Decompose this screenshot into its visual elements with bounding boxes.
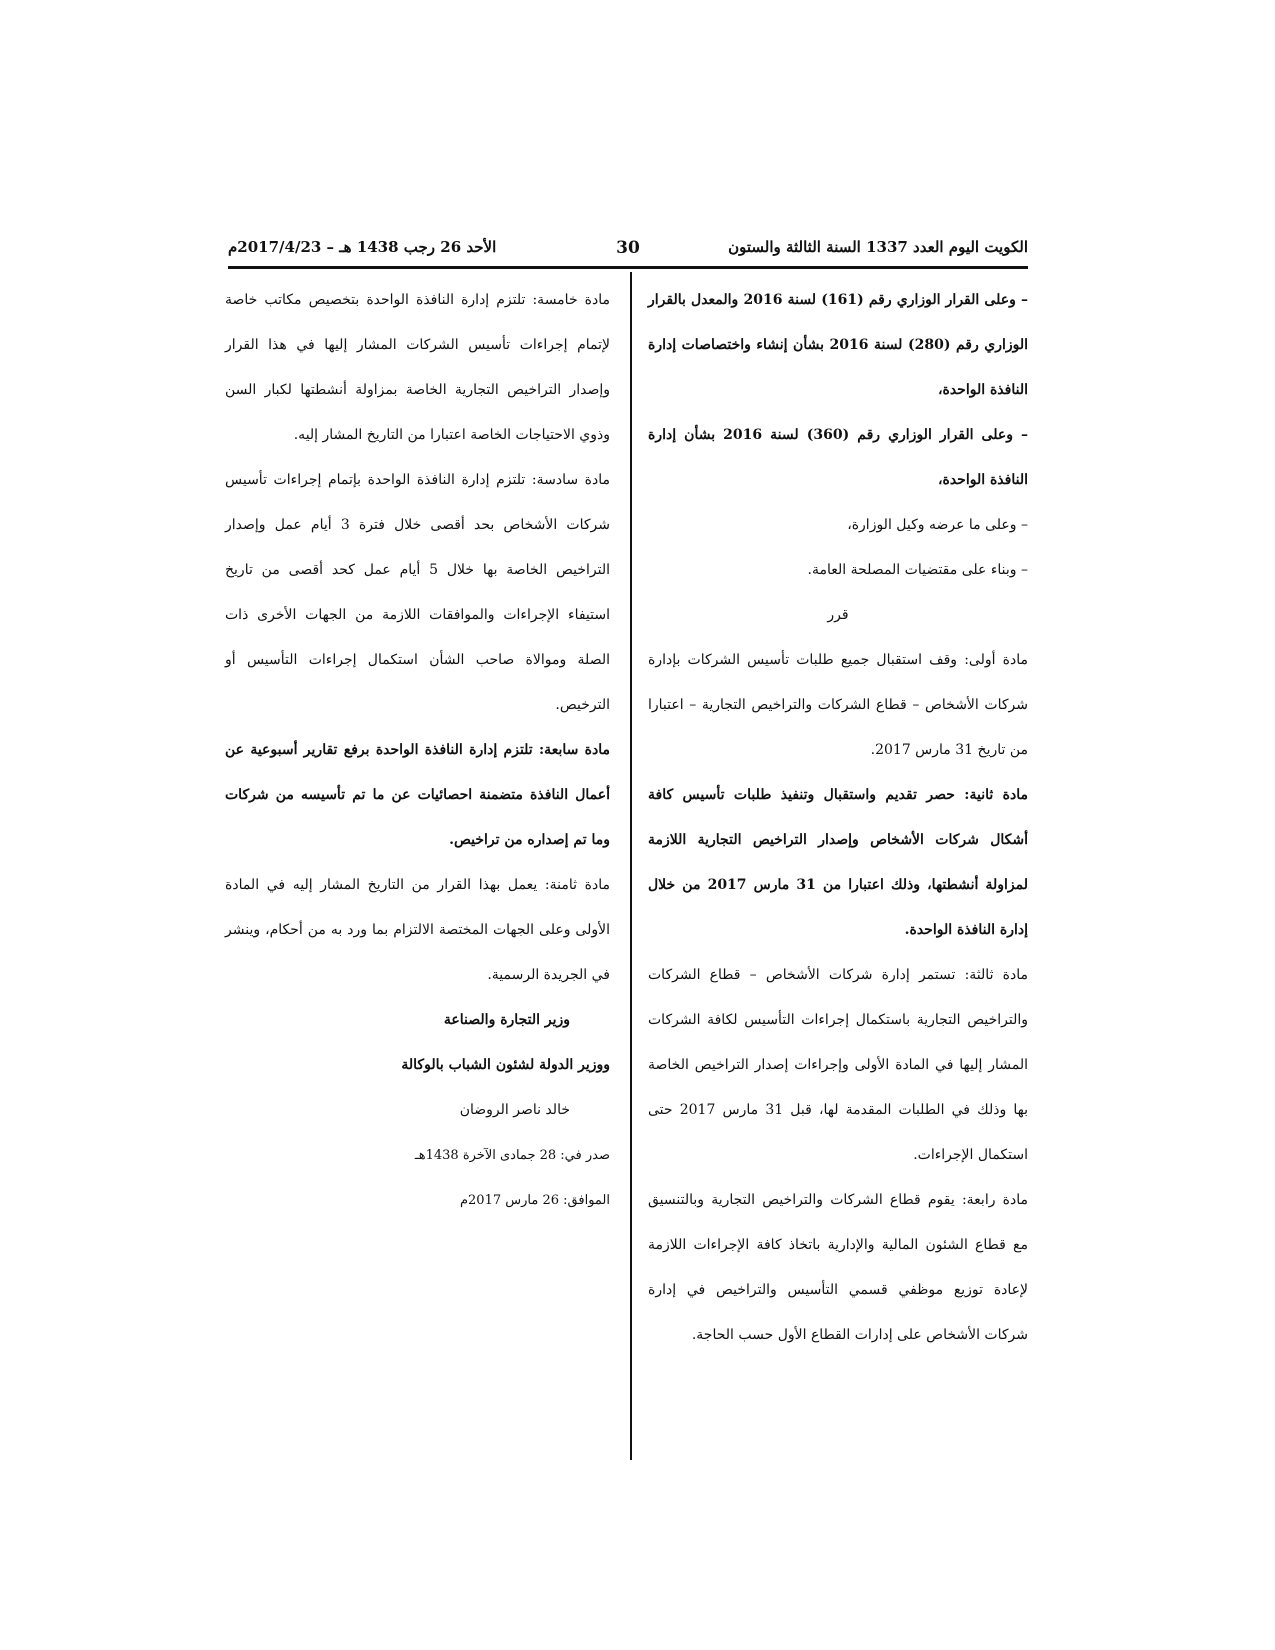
article-2: مادة ثانية: حصر تقديم واستقبال وتنفيذ طلبات تأسيس كافة أشكال شركات الأشخاص وإصدار التراخيص التجارية اللازمة لمزاولة أنشطتها، وذلك اعتبارا من 31 مارس 2017 من خلال إدارة النافذة الواحدة.	[648, 787, 1028, 938]
decision-heading: قرر	[827, 607, 849, 623]
article-3: مادة ثالثة: تستمر إدارة شركات الأشخاص – قطاع الشركات والتراخيص التجارية باستكمال إجراءات التأسيس لكافة الشركات المشار إليها في المادة الأولى وإجراءات إصدار التراخيص الخاصة بها وذلك في الطلبات المقدمة لها، قبل 31 مارس 2017 حتى استكمال الإجراءات.	[648, 967, 1028, 1163]
article-4: مادة رابعة: يقوم قطاع الشركات والتراخيص التجارية وبالتنسيق مع قطاع الشئون المالية والإدارية باتخاذ كافة الإجراءات اللازمة لإعادة توزيع موظفي قسمي التأسيس والتراخيص في إدارة شركات الأشخاص على إدارات القطاع الأول حسب الحاجة.	[648, 1192, 1028, 1343]
left-column	[225, 278, 610, 1223]
issue-date: الأحد 26 رجب 1438 هـ – 2017/4/23م	[228, 238, 497, 256]
preamble-decision-360: – وعلى القرار الوزاري رقم (360) لسنة 2016 بشأن إدارة النافذة الواحدة،	[648, 427, 1029, 488]
header-rule	[228, 266, 1028, 269]
gazette-issue-info: الكويت اليوم العدد 1337 السنة الثالثة والستون	[728, 238, 1028, 256]
article-5: مادة خامسة: تلتزم إدارة النافذة الواحدة بتخصيص مكاتب خاصة لإتمام إجراءات تأسيس الشركات المشار إليها في هذا القرار وإصدار التراخيص التجارية الخاصة بمزاولة أنشطتها لكبار السن وذوي الاحتياجات الخاصة اعتبارا من التاريخ المشار إليه.	[225, 292, 610, 443]
signature-title-acting: ووزير الدولة لشئون الشباب بالوكالة	[401, 1057, 610, 1073]
article-7: مادة سابعة: تلتزم إدارة النافذة الواحدة برفع تقارير أسبوعية عن أعمال النافذة متضمنة احصائيات عن ما تم تأسيسه من شركات وما تم إصداره من تراخيص.	[225, 742, 610, 848]
article-6: مادة سادسة: تلتزم إدارة النافذة الواحدة بإتمام إجراءات تأسيس شركات الأشخاص بحد أقصى خلال فترة 3 أيام عمل وإصدار التراخيص الخاصة بها خلال 5 أيام عمل كحد أقصى من تاريخ استيفاء الإجراءات والموافقات اللازمة من الجهات الأخرى ذات الصلة وموالاة صاحب الشأن استكمال إجراءات التأسيس أو الترخيص.	[225, 472, 610, 713]
issued-hijri-date: صدر في: 28 جمادى الآخرة 1438هـ	[414, 1148, 610, 1163]
column-divider	[630, 272, 632, 1460]
page-header	[228, 238, 1028, 268]
article-1: مادة أولى: وقف استقبال جميع طلبات تأسيس الشركات بإدارة شركات الأشخاص – قطاع الشركات والتراخيص التجارية – اعتبارا من تاريخ 31 مارس 2017.	[648, 652, 1028, 758]
page-number: 30	[616, 238, 640, 258]
issued-gregorian-date: الموافق: 26 مارس 2017م	[459, 1193, 610, 1208]
article-8: مادة ثامنة: يعمل بهذا القرار من التاريخ المشار إليه في المادة الأولى وعلى الجهات المختصة الالتزام بما ورد به من أحكام، وينشر في الجريدة الرسمية.	[225, 877, 610, 983]
preamble-decision-161: – وعلى القرار الوزاري رقم (161) لسنة 2016 والمعدل بالقرار الوزاري رقم (280) لسنة 2016 بشأن إنشاء واختصاصات إدارة النافذة الواحدة،	[648, 292, 1029, 398]
signature-name: خالد ناصر الروضان	[459, 1102, 570, 1118]
preamble-public-interest: – وبناء على مقتضيات المصلحة العامة.	[807, 562, 1028, 578]
preamble-undersecretary: – وعلى ما عرضه وكيل الوزارة،	[847, 517, 1028, 533]
right-column	[648, 278, 1028, 1358]
signature-title-minister: وزير التجارة والصناعة	[443, 1012, 570, 1028]
